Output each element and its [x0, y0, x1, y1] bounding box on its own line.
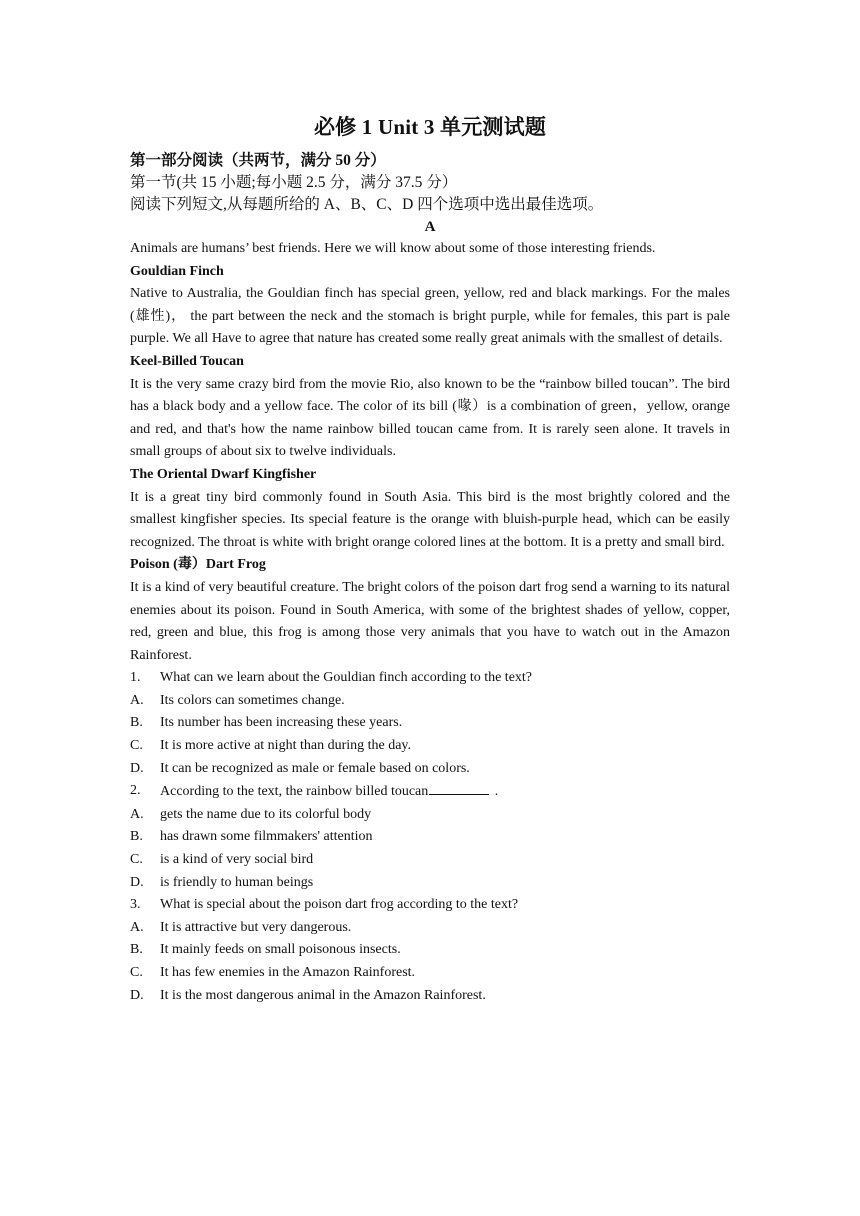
option-text: It mainly feeds on small poisonous insects. — [160, 942, 401, 958]
section-text: It is a great tiny bird commonly found in South Asia. This bird is the most brightly colored and the smallest kingfisher species. Its special feature is the orange with bluish-purple head, which can be easily recognized. The throat is white with bright orange colored lines at the bottom. It is a pretty and small bird. — [130, 489, 730, 550]
option-letter: A. — [130, 919, 144, 935]
option-text: Its colors can sometimes change. — [160, 692, 345, 708]
option-letter: D. — [130, 760, 144, 776]
option-letter: C. — [130, 852, 143, 868]
passage-intro: Animals are humans’ best friends. Here we will know about some of those interesting friends. — [130, 241, 656, 256]
instruction-text: 阅读下列短文,从每题所给的 A、B、C、D 四个选项中选出最佳选项。 — [130, 196, 604, 213]
question-stem — [130, 894, 730, 917]
option-d — [130, 985, 730, 1008]
option-letter: B. — [130, 715, 143, 731]
option-c — [130, 735, 730, 758]
question-3 — [130, 894, 730, 1007]
question-stem — [130, 667, 730, 690]
section-heading: Gouldian Finch — [130, 263, 224, 279]
question-text — [160, 780, 498, 804]
option-letter: C. — [130, 738, 143, 754]
option-a — [130, 917, 730, 940]
option-a — [130, 804, 730, 827]
section-text: It is the very same crazy bird from the movie Rio, also known to be the “rainbow billed toucan”. The bird has a black body and a yellow face. The color of its bill (喙）is a combination of green，yellow, orange and red, and that's how the name rainbow billed toucan came from. It is rarely seen alone. It travels in small groups of about six to twelve individuals. — [130, 376, 730, 460]
option-text: It can be recognized as male or female based on colors. — [160, 760, 470, 776]
exam-page — [130, 112, 730, 1007]
option-text: is friendly to human beings — [160, 874, 314, 890]
question-text: What can we learn about the Gouldian finch according to the text? — [160, 670, 533, 686]
option-text: It has few enemies in the Amazon Rainforest. — [160, 965, 416, 980]
option-text: Its number has been increasing these years. — [160, 715, 403, 731]
option-text: It is attractive but very dangerous. — [160, 919, 352, 935]
answer-blank — [429, 780, 489, 795]
option-letter: A. — [130, 806, 144, 822]
question-1 — [130, 667, 730, 780]
option-letter: A. — [130, 692, 144, 708]
option-b — [130, 939, 730, 962]
question-number: 3. — [130, 897, 141, 913]
section-gouldian-finch — [130, 261, 730, 351]
question-text-after-blank: . — [491, 784, 499, 800]
option-text: It is more active at night than during the day. — [160, 738, 412, 754]
option-text: It is the most dangerous animal in the Amazon Rainforest. — [160, 987, 486, 1003]
option-c — [130, 849, 730, 872]
section-heading: Poison (毒）Dart Frog — [130, 557, 266, 573]
option-b — [130, 712, 730, 735]
question-stem — [130, 780, 730, 804]
question-text-before-blank: According to the text, the rainbow billed toucan — [160, 784, 429, 800]
section-heading: The Oriental Dwarf Kingfisher — [130, 466, 317, 482]
question-number: 1. — [130, 670, 141, 686]
passage-label: A — [424, 219, 436, 235]
section1-heading: 第一节(共 15 小题;每小题 2.5 分，满分 37.5 分） — [130, 174, 458, 191]
option-letter: B. — [130, 942, 143, 958]
section-text: Native to Australia, the Gouldian finch has special green, yellow, red and black markings. For the males (雄性)， the part between the neck and the stomach is bright purple, while for females, this part is pale purple. We all Have to agree that nature has created some really great animals with the smallest of details. — [130, 286, 730, 347]
section-dwarf-kingfisher — [130, 464, 730, 554]
option-text: is a kind of very social bird — [160, 852, 314, 868]
option-a — [130, 690, 730, 713]
option-d — [130, 758, 730, 781]
option-text: has drawn some filmmakers' attention — [160, 829, 373, 845]
question-text: What is special about the poison dart frog according to the text? — [160, 897, 519, 913]
option-letter: D. — [130, 874, 144, 890]
section-poison-dart-frog — [130, 554, 730, 667]
section-text: It is a kind of very beautiful creature. The bright colors of the poison dart frog send a warning to its natural enemies about its poison. Found in South America, with some of the brightest shades of yellow, copper, red, green and blue, this frog is among those very animals that you have to watch out in the Amazon Rainforest. — [130, 579, 730, 663]
page-title: 必修 1 Unit 3 单元测试题 — [313, 115, 547, 139]
option-letter: B. — [130, 829, 143, 845]
part1-heading: 第一部分阅读（共两节，满分 50 分） — [130, 152, 386, 169]
option-text: gets the name due to its colorful body — [160, 806, 372, 822]
question-number: 2. — [130, 783, 141, 799]
option-letter: C. — [130, 965, 143, 980]
section-heading: Keel-Billed Toucan — [130, 353, 244, 369]
question-2 — [130, 780, 730, 894]
option-b — [130, 826, 730, 849]
option-c — [130, 962, 730, 985]
option-d — [130, 872, 730, 895]
section-keel-billed-toucan — [130, 351, 730, 464]
option-letter: D. — [130, 987, 144, 1003]
